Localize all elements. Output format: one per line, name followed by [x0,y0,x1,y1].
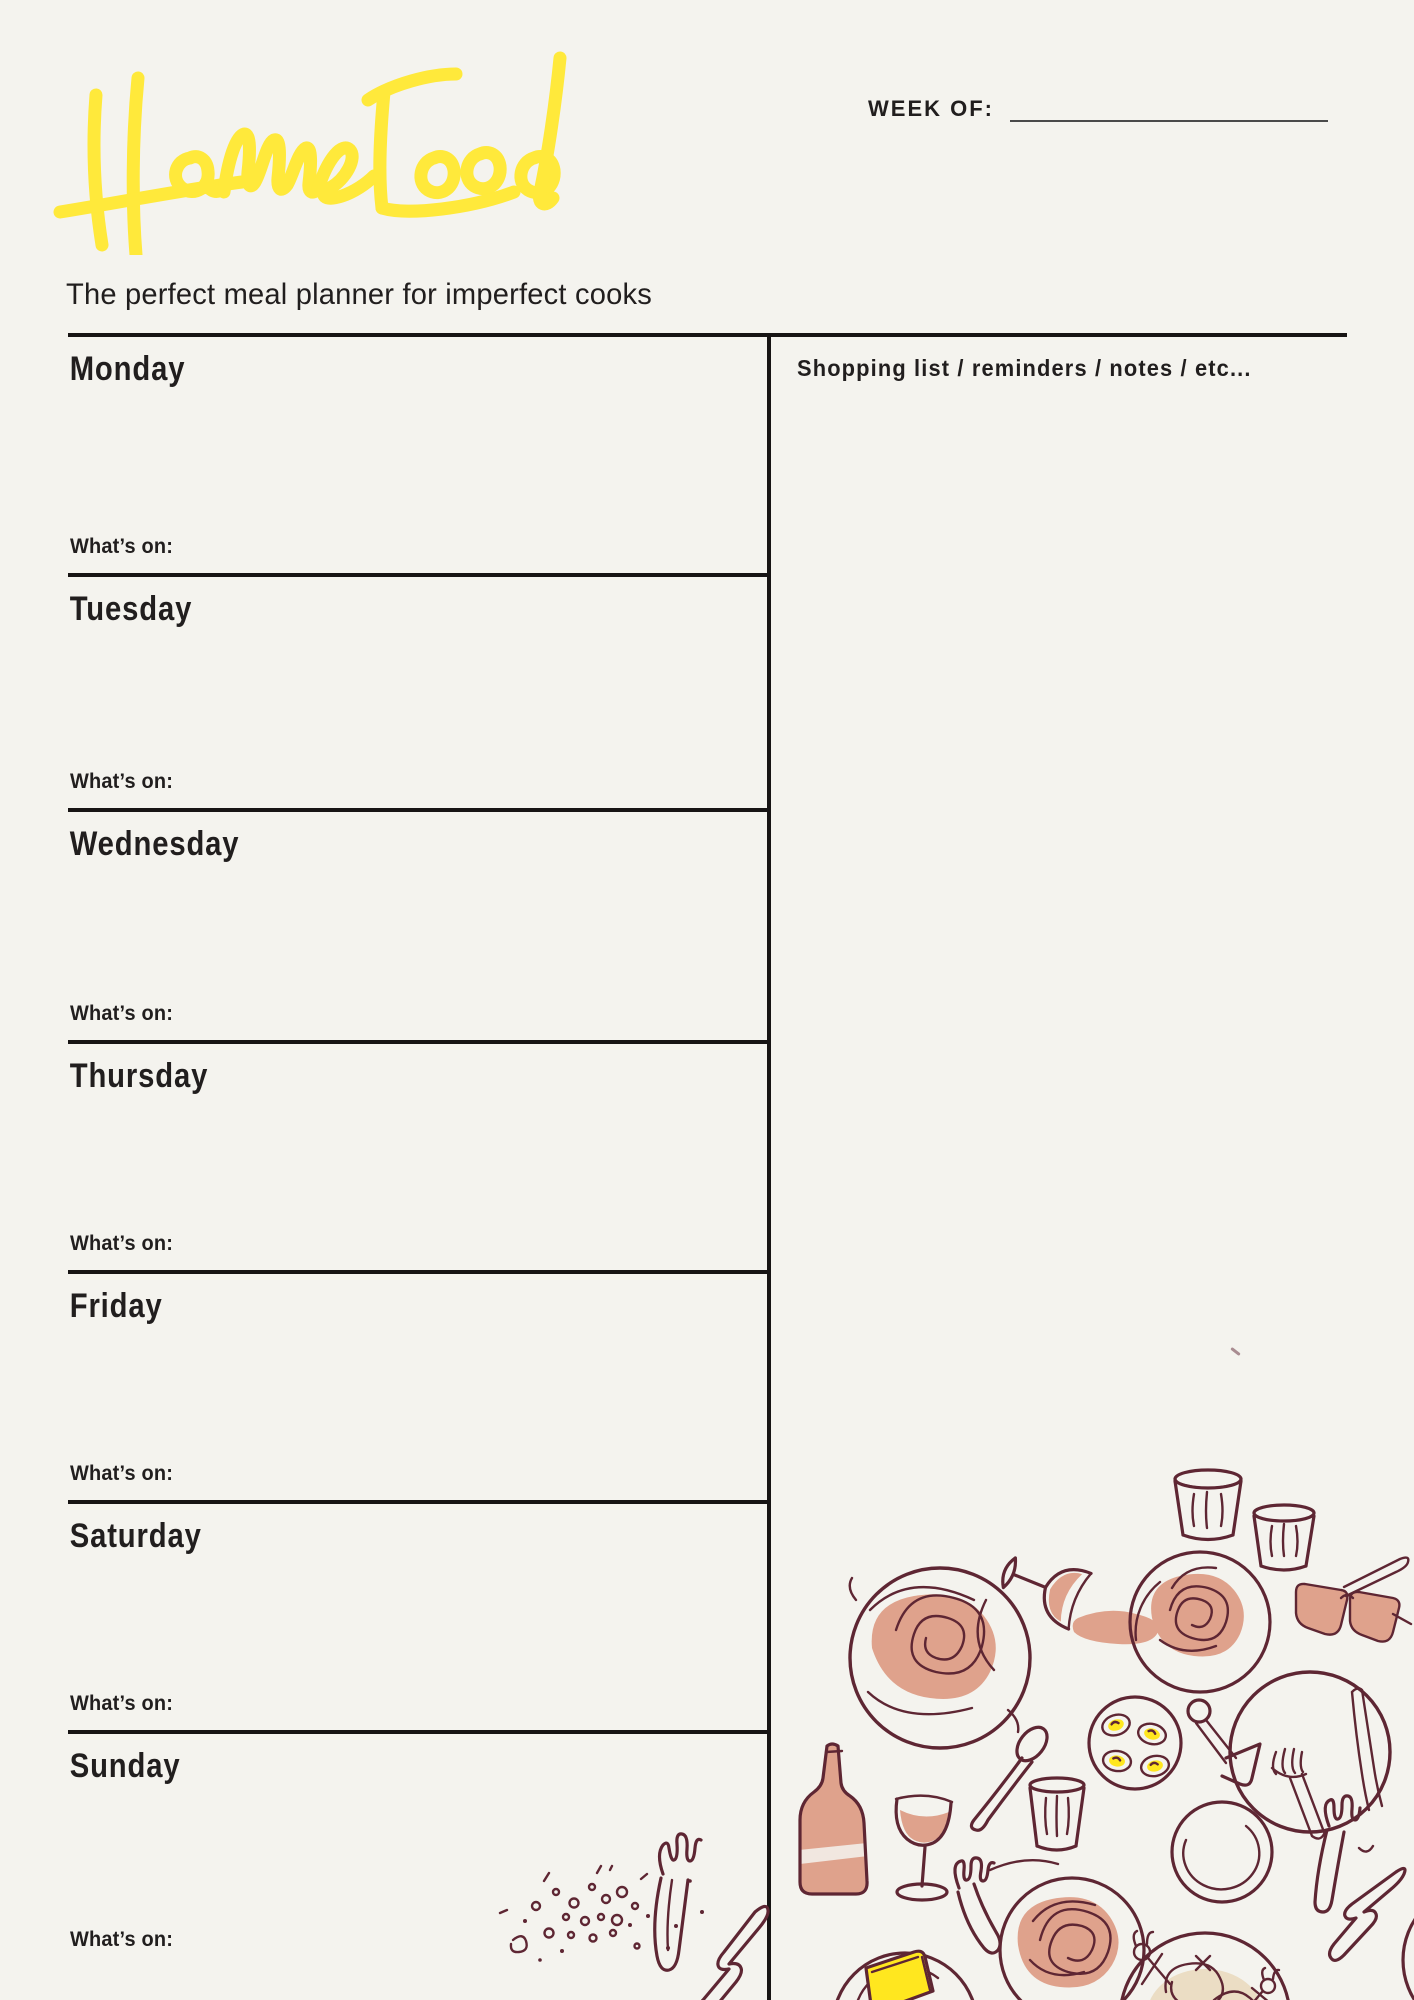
tuesday-entry-area[interactable] [68,637,757,762]
whats-on-label: What’s on: [70,1002,174,1025]
whats-on-label: What’s on: [70,770,174,793]
day-section-tuesday [68,573,767,808]
monday-entry-area[interactable] [68,397,757,527]
thursday-entry-area[interactable] [68,1104,757,1224]
whats-on-label: What’s on: [70,1928,174,1951]
friday-entry-area[interactable] [68,1334,757,1454]
plate-edge-right-illustration [1403,1885,1414,2000]
week-of-input-line[interactable] [1010,94,1328,122]
day-section-monday [68,333,767,573]
whats-on-label: What’s on: [70,1232,174,1255]
tagline: The perfect meal planner for imperfect cooks [66,278,652,311]
day-section-wednesday [68,808,767,1040]
home-food-logo [52,40,572,255]
day-section-friday [68,1270,767,1500]
day-label: Wednesday [69,825,240,863]
day-label: Tuesday [69,590,193,628]
notes-header: Shopping list / reminders / notes / etc... [797,355,1252,381]
whats-on-label: What’s on: [70,1462,174,1485]
notes-column [767,333,1347,2000]
whats-on-label: What’s on: [70,1692,174,1715]
day-label: Monday [69,350,186,388]
saturday-entry-area[interactable] [68,1564,757,1684]
day-section-thursday [68,1040,767,1270]
day-section-saturday [68,1500,767,1730]
week-of-label: WEEK OF: [868,96,994,121]
wednesday-entry-area[interactable] [68,872,757,994]
planner-grid [68,333,1347,2000]
day-label: Thursday [69,1057,209,1095]
day-label: Saturday [69,1517,202,1555]
day-label: Friday [69,1287,163,1325]
whats-on-label: What’s on: [70,535,174,558]
notes-entry-area[interactable] [771,397,1347,2000]
day-section-sunday [68,1730,767,2000]
days-column [68,333,767,2000]
day-label: Sunday [69,1747,181,1785]
week-of-group [868,94,1328,122]
